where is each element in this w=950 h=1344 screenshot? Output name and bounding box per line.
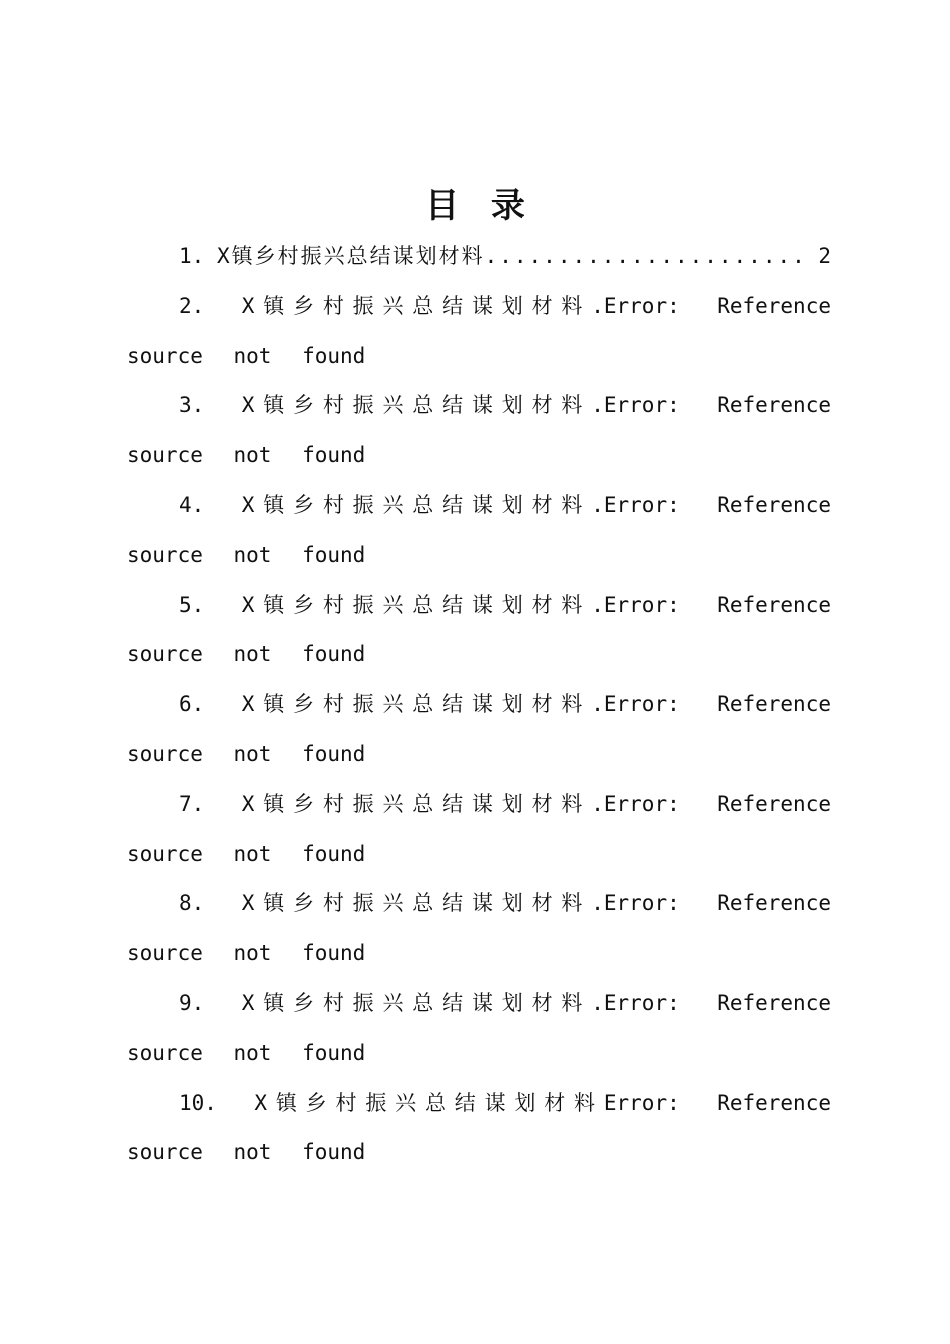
toc-entry-number: 9.	[179, 990, 205, 1015]
toc-reference-error: Error: Reference source not found	[127, 393, 831, 468]
toc-entry-separator: .	[591, 891, 604, 916]
toc-entry-number: 5.	[179, 592, 205, 617]
toc-entry[interactable]	[127, 879, 831, 979]
toc-reference-error: Error: Reference source not found	[127, 891, 831, 966]
toc-entry-separator: .	[591, 492, 604, 517]
toc-entry[interactable]	[127, 232, 831, 282]
table-of-contents	[127, 232, 831, 1178]
toc-entry-number: 8.	[179, 891, 205, 916]
toc-entry-separator: .	[591, 592, 604, 617]
toc-entry-separator: .	[591, 293, 604, 318]
toc-entry-title: X镇乡村振兴总结谋划材料	[241, 990, 592, 1015]
toc-entry-number: 10.	[179, 1090, 217, 1115]
toc-reference-error: Error: Reference source not found	[127, 791, 831, 866]
toc-entry[interactable]	[127, 979, 831, 1079]
toc-entry-separator: .	[591, 692, 604, 717]
toc-entry-number: 7.	[179, 791, 205, 816]
toc-entry-separator: .	[591, 990, 604, 1015]
toc-entry-number: 2.	[179, 293, 205, 318]
toc-leader-dots: ......................	[484, 244, 807, 268]
toc-entry-number: 1.	[179, 244, 205, 268]
toc-entry-title: X镇乡村振兴总结谋划材料	[241, 692, 592, 717]
toc-entry-title: X镇乡村振兴总结谋划材料	[241, 492, 592, 517]
toc-entry[interactable]	[127, 481, 831, 581]
toc-entry-number: 6.	[179, 692, 205, 717]
toc-entry-title: X镇乡村振兴总结谋划材料	[241, 592, 592, 617]
toc-reference-error: Error: Reference source not found	[127, 592, 831, 667]
toc-title: 目 录	[425, 186, 535, 226]
toc-entry-title: X镇乡村振兴总结谋划材料	[241, 293, 592, 318]
toc-entry[interactable]	[127, 1079, 831, 1179]
toc-reference-error: Error: Reference source not found	[127, 990, 831, 1065]
toc-entry[interactable]	[127, 381, 831, 481]
toc-entry-title: X镇乡村振兴总结谋划材料	[241, 791, 592, 816]
toc-entry-number: 3.	[179, 393, 205, 418]
toc-entry[interactable]	[127, 680, 831, 780]
toc-reference-error: Error: Reference source not found	[127, 293, 831, 368]
toc-entry[interactable]	[127, 581, 831, 681]
toc-page-number: 2	[818, 244, 831, 268]
toc-entry[interactable]	[127, 780, 831, 880]
toc-entry-title: X镇乡村振兴总结谋划材料	[216, 244, 485, 268]
toc-entry-title: X镇乡村振兴总结谋划材料	[241, 393, 592, 418]
toc-entry-number: 4.	[179, 492, 205, 517]
toc-entry[interactable]	[127, 282, 831, 382]
toc-entry-separator: .	[591, 393, 604, 418]
toc-entry-title: X镇乡村振兴总结谋划材料	[254, 1090, 604, 1115]
toc-reference-error: Error: Reference source not found	[127, 692, 831, 766]
toc-reference-error: Error: Reference source not found	[127, 492, 831, 567]
toc-entry-separator: .	[591, 791, 604, 816]
toc-reference-error: Error: Reference source not found	[127, 1090, 831, 1165]
toc-entry-title: X镇乡村振兴总结谋划材料	[241, 891, 592, 916]
